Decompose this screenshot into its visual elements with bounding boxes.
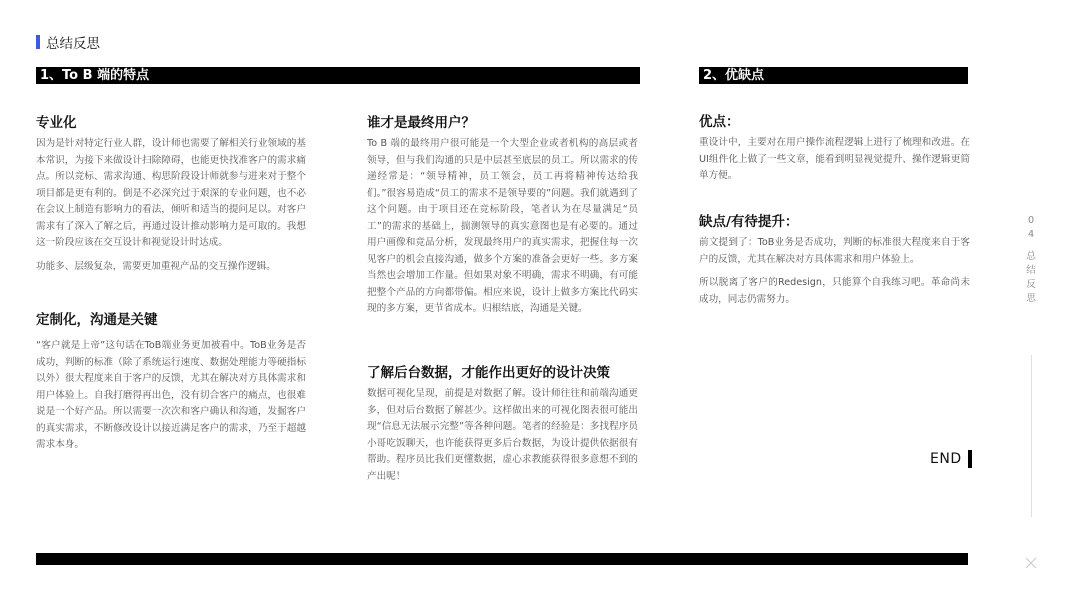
paragraph: 所以脱离了客户的Redesign，只能算个自我练习吧。革命尚未成功，同志仍需努力。 <box>699 277 970 305</box>
paragraph: 重设计中，主要对在用户操作流程逻辑上进行了梳理和改进。在UI组件化上做了一些文章，能看到明显视觉提升、操作逻辑更简单方便。 <box>699 137 970 181</box>
chapter-char: 总 <box>1026 251 1036 262</box>
section-banner-pros-cons: 2、优缺点 <box>699 67 968 84</box>
section-end-user <box>367 114 638 318</box>
paragraph: “客户就是上帝”这句话在ToB端业务更加被看中。ToB业务是否成功，判断的标准（除了系统运行速度、数据处理能力等硬指标以外）很大程度来自于客户的反馈，尤其在解决对方具体需求和用户体验上。自我打磨得再出色，没有切合客户的痛点，也很难说是一个好产品。所以需要一次次和客户确认和沟通，发掘客户的真实需求，不断修改设计以接近满足客户的需求，乃至于超越需求本身。 <box>36 340 306 450</box>
paragraph: 因为是针对特定行业人群，设计师也需要了解相关行业领域的基本常识，为接下来做设计扫除障碍，也能更快找准客户的需求痛点。所以竞标、需求沟通、构思阶段设计师就参与进来对于整个项目都是更有利的。倒是不必深究过于艰深的专业问题，也不必在会议上制造有影响力的看法，倾听和适当的提问足以。对客户需求有了深入了解之后，再通过设计推动影响力是可取的。我想这一阶段应该在交互设计和视觉设计时达成。 <box>36 138 306 248</box>
chapter-char: 思 <box>1026 293 1036 304</box>
section-banner-tob: 1、To B 端的特点 <box>36 67 640 84</box>
paragraph: To B 端的最终用户很可能是一个大型企业或者机构的高层或者领导，但与我们沟通的只是中层甚至底层的员工。所以需求的传递经常是：“领导精神，员工领会，员工再将精神传达给我们。”很容易造成“员工的需求不是领导要的”问题。我们就遇到了这个问题。由于项目还在竞标阶段，笔者认为在尽量满足“员工”的需求的基础上，揣测领导的真实意图也是有必要的。通过用户画像和竞品分析，发现最终用户的真实需求，把握住每一次见客户的机会直接沟通，做多个方案的准备会更好一些。多方案当然也会增加工作量。但如果对象不明确，需求不明确，有可能把整个产品的方向都带偏。相应来说，设计上做多方案比代码实现的多方案，更节省成本。归根结底，沟通是关键。 <box>367 138 638 314</box>
paragraph: 数据可视化呈现，前提是对数据了解。设计师往往和前端沟通更多，但对后台数据了解甚少。这样做出来的可视化图表很可能出现“信息无法展示完整”等各种问题。笔者的经验是：多找程序员小哥吃饭聊天，也许能获得更多后台数据，为设计提供依据很有帮助。程序员比我们更懂数据，虚心求教能获得很多意想不到的产出呢！ <box>367 388 638 482</box>
section-title: 了解后台数据，才能作出更好的设计决策 <box>367 365 610 381</box>
end-bar <box>968 450 972 468</box>
side-chapter-label <box>1024 214 1038 306</box>
section-title: 缺点/有待提升： <box>699 214 799 230</box>
section-backend-data <box>367 364 638 485</box>
accent-bar <box>36 35 40 49</box>
section-cons <box>699 213 970 308</box>
page-header <box>36 33 100 51</box>
section-pros <box>699 113 970 185</box>
section-customization <box>36 311 306 454</box>
close-icon[interactable] <box>1025 554 1037 566</box>
chapter-digit: 0 <box>1027 215 1035 226</box>
end-label: END <box>930 451 962 467</box>
section-title: 优点： <box>699 114 740 130</box>
paragraph: 功能多、层级复杂，需要更加重视产品的交互操作逻辑。 <box>36 260 276 272</box>
side-divider <box>1031 355 1032 517</box>
section-title: 定制化，沟通是关键 <box>36 312 158 328</box>
chapter-char: 结 <box>1026 265 1036 276</box>
page-title: 总结反思 <box>46 36 100 52</box>
section-title: 谁才是最终用户？ <box>367 115 475 131</box>
section-specialization <box>36 114 306 275</box>
section-title: 专业化 <box>36 115 77 131</box>
bottom-bar <box>36 553 968 565</box>
chapter-digit: 4 <box>1027 229 1035 240</box>
end-marker <box>930 450 972 468</box>
chapter-char: 反 <box>1026 279 1036 290</box>
paragraph: 前文提到了：ToB业务是否成功，判断的标准很大程度来自于客户的反馈，尤其在解决对方具体需求和用户体验上。 <box>699 237 970 265</box>
